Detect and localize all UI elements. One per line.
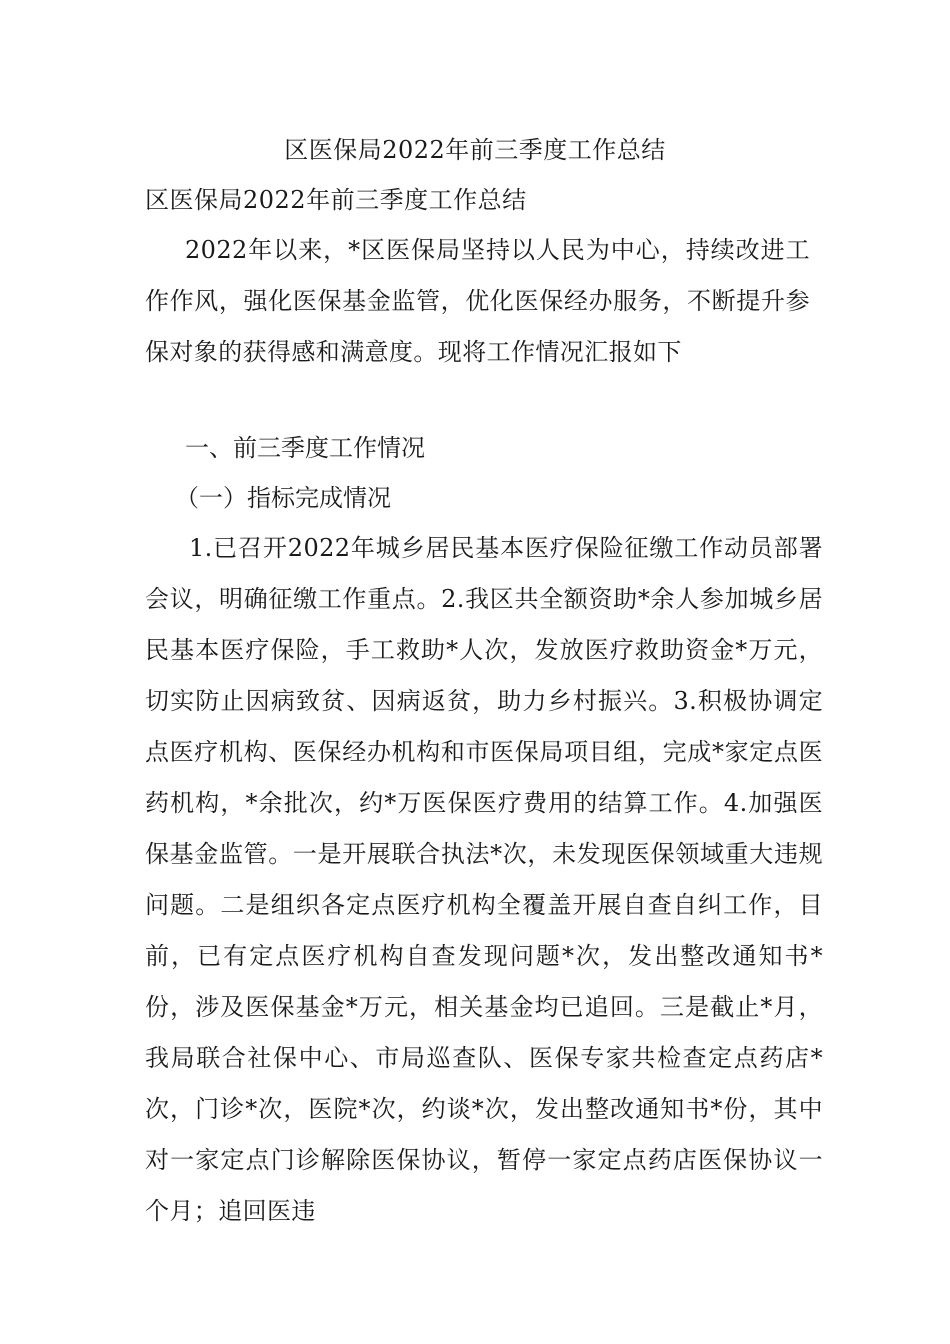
subsection-1-paragraph: 1.已召开2022年城乡居民基本医疗保险征缴工作动员部署会议，明确征缴工作重点。2.我区共全额资助*余人参加城乡居民基本医疗保险，手工救助*人次，发放医疗救助资金*万元，切实防止因病致贫、因病返贫，助力乡村振兴。3.积极协调定点医疗机构、医保经办机构和市医保局项目组，完成*家定点医药机构，*余批次，约*万医保医疗费用的结算工作。4.加强医保基金监管。一是开展联合执法*次，未发现医保领域重大违规问题。二是组织各定点医疗机构全覆盖开展自查自纠工作，目前，已有定点医疗机构自查发现问题*次，发出整改通知书*份，涉及医保基金*万元，相关基金均已追回。三是截止*月，我局联合社保中心、市局巡查队、医保专家共检查定点药店*次，门诊*次，医院*次，约谈*次，发出整改通知书*份，其中对一家定点门诊解除医保协议，暂停一家定点药店医保协议一个月；追回医违: [145, 534, 823, 1225]
document-title: 区医保局2022年前三季度工作总结: [284, 136, 666, 164]
intro-paragraph: 2022年以来，*区医保局坚持以人民为中心，持续改进工作作风，强化医保基金监管，优化医保经办服务，不断提升参保对象的获得感和满意度。现将工作情况汇报如下: [145, 236, 810, 366]
section-heading-1: 一、前三季度工作情况: [185, 434, 425, 462]
subsection-heading-1: （一）指标完成情况: [175, 484, 391, 512]
document-subtitle: 区医保局2022年前三季度工作总结: [145, 186, 527, 214]
